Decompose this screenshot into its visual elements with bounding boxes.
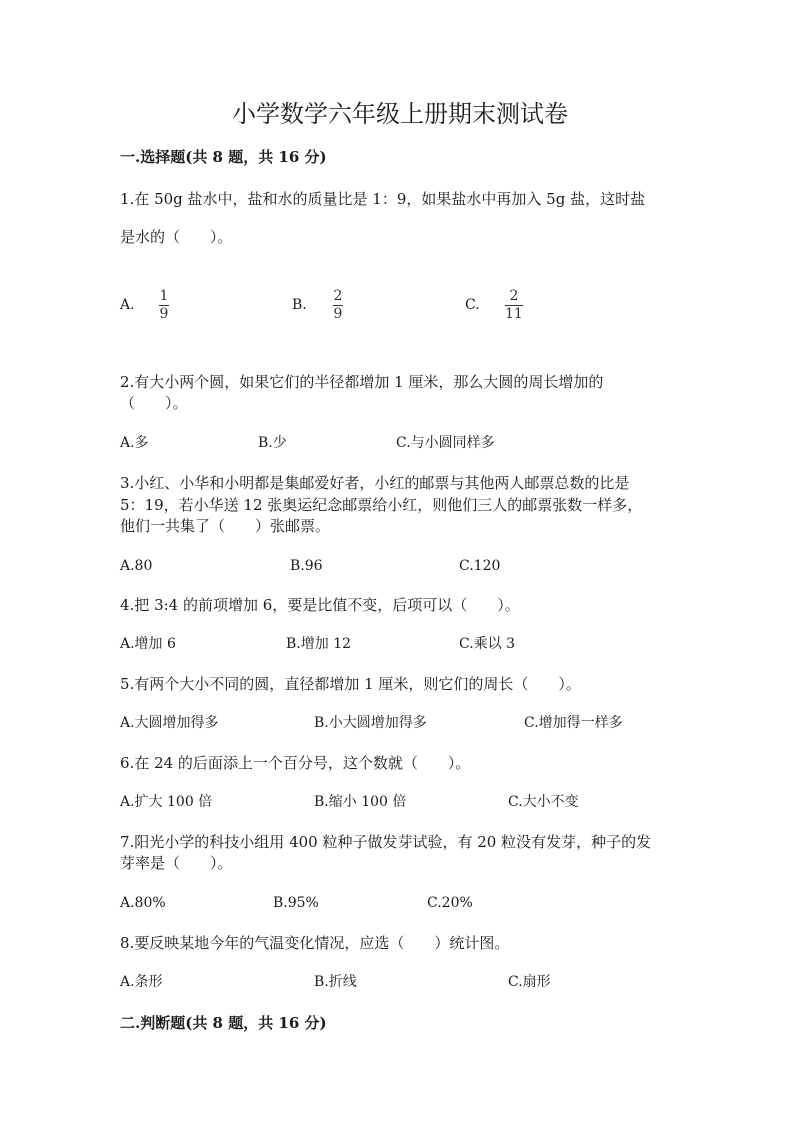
fraction-numerator: 2 [509, 288, 519, 304]
question-1-line-2: 是水的（ ）。 [120, 228, 233, 246]
question-1-option-a-letter: A. [120, 297, 135, 313]
fraction-denominator: 11 [505, 306, 523, 322]
question-8-option-a: A.条形 [120, 974, 163, 990]
question-3-option-a: A.80 [120, 558, 153, 574]
question-4-line-1: 4.把 3:4 的前项增加 6，要是比值不变，后项可以（ ）。 [120, 596, 520, 614]
question-1-option-c-fraction [505, 289, 523, 322]
question-2-option-c: C.与小圆同样多 [396, 435, 495, 451]
section-heading-choice: 一.选择题(共 8 题，共 16 分) [120, 148, 327, 166]
question-2-option-b: B.少 [258, 435, 287, 451]
question-2-option-a: A.多 [120, 435, 149, 451]
question-5-line-1: 5.有两个大小不同的圆，直径都增加 1 厘米，则它们的周长（ ）。 [120, 675, 581, 693]
section-heading-judgment: 二.判断题(共 8 题，共 16 分) [120, 1014, 327, 1032]
question-1-line-1: 1.在 50g 盐水中，盐和水的质量比是 1：9，如果盐水中再加入 5g 盐，这时盐 [120, 190, 646, 208]
question-8-option-b: B.折线 [314, 974, 357, 990]
question-6-option-b: B.缩小 100 倍 [314, 794, 407, 810]
question-5-option-a: A.大圆增加得多 [120, 715, 219, 731]
page-title: 小学数学六年级上册期末测试卷 [232, 100, 568, 128]
question-7-option-b: B.95% [273, 895, 319, 911]
fraction-denominator: 9 [159, 306, 169, 322]
question-2-line-1: 2.有大小两个圆，如果它们的半径都增加 1 厘米，那么大圆的周长增加的 [120, 373, 604, 391]
question-7-line-1: 7.阳光小学的科技小组用 400 粒种子做发芽试验，有 20 粒没有发芽，种子的发 [120, 833, 652, 851]
question-6-option-c: C.大小不变 [508, 794, 579, 810]
question-3-option-c: C.120 [459, 558, 501, 574]
question-4-option-c: C.乘以 3 [459, 636, 516, 652]
fraction-numerator: 2 [333, 288, 343, 304]
question-1-option-b-letter: B. [292, 297, 307, 313]
question-3-line-1: 3.小红、小华和小明都是集邮爱好者，小红的邮票与其他两人邮票总数的比是 [120, 474, 630, 492]
fraction-denominator: 9 [333, 306, 343, 322]
question-3-line-2: 5：19，若小华送 12 张奥运纪念邮票给小红，则他们三人的邮票张数一样多， [120, 496, 643, 514]
question-4-option-a: A.增加 6 [120, 636, 176, 652]
question-1-option-a-fraction [159, 289, 169, 322]
question-6-option-a: A.扩大 100 倍 [120, 794, 213, 810]
question-7-option-a: A.80% [120, 895, 166, 911]
question-7-line-2: 芽率是（ ）。 [120, 854, 233, 872]
question-8-option-c: C.扇形 [508, 974, 551, 990]
question-3-option-b: B.96 [290, 558, 323, 574]
question-2-line-2: （ ）。 [120, 394, 188, 412]
question-7-option-c: C.20% [427, 895, 473, 911]
question-1-option-b-fraction [333, 289, 343, 322]
question-5-option-b: B.小大圆增加得多 [314, 715, 427, 731]
question-4-option-b: B.增加 12 [286, 636, 352, 652]
question-8-line-1: 8.要反映某地今年的气温变化情况，应选（ ）统计图。 [120, 934, 510, 952]
question-3-line-3: 他们一共集了（ ）张邮票。 [120, 517, 331, 535]
question-6-line-1: 6.在 24 的后面添上一个百分号，这个数就（ ）。 [120, 754, 471, 772]
question-5-option-c: C.增加得一样多 [524, 715, 623, 731]
fraction-numerator: 1 [159, 288, 169, 304]
question-1-option-c-letter: C. [465, 297, 480, 313]
